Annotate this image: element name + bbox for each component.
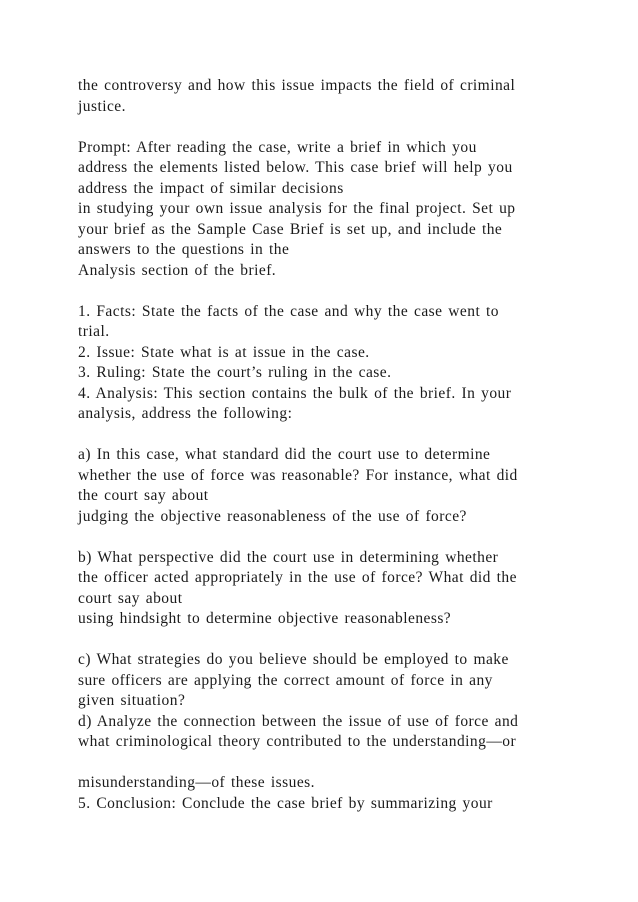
text-line: trial. xyxy=(78,323,110,340)
text-line: d) Analyze the connection between the issue of use of force and xyxy=(78,712,519,730)
blank-line xyxy=(78,281,568,302)
text-line: in studying your own issue analysis for the final project. Set up xyxy=(78,200,516,217)
text-line: Prompt: After reading the case, write a brief in which you xyxy=(78,138,477,156)
text-line: court say about xyxy=(78,589,183,607)
blank-line xyxy=(78,117,568,138)
text-line: 1. Facts: State the facts of the case and why the case went to xyxy=(78,302,499,320)
text-line: answers to the questions in the xyxy=(78,241,290,258)
text-line: what criminological theory contributed to the understanding—or xyxy=(78,733,517,750)
text-line: Analysis section of the brief. xyxy=(78,261,277,279)
text-line: given situation? xyxy=(78,692,186,709)
document-body xyxy=(78,76,568,814)
text-line: 3. Ruling: State the court’s ruling in the case. xyxy=(78,364,392,381)
blank-line xyxy=(78,527,568,548)
text-line: 5. Conclusion: Conclude the case brief by summarizing your xyxy=(78,794,493,812)
text-line: address the elements listed below. This case brief will help you xyxy=(78,159,513,176)
text-line: 4. Analysis: This section contains the bulk of the brief. In your xyxy=(78,384,512,402)
text-line: b) What perspective did the court use in determining whether xyxy=(78,548,499,566)
text-line: address the impact of similar decisions xyxy=(78,179,344,197)
text-line: c) What strategies do you believe should be employed to make xyxy=(78,651,509,668)
blank-line xyxy=(78,753,568,774)
text-line: the officer acted appropriately in the use of force? What did the xyxy=(78,569,517,586)
text-line: your brief as the Sample Case Brief is set up, and include the xyxy=(78,220,503,238)
text-line: analysis, address the following: xyxy=(78,405,293,422)
text-line: sure officers are applying the correct amount of force in any xyxy=(78,671,493,689)
text-line: whether the use of force was reasonable? For instance, what did xyxy=(78,466,518,484)
text-line: 2. Issue: State what is at issue in the case. xyxy=(78,343,370,361)
text-line: the controversy and how this issue impacts the field of criminal xyxy=(78,77,516,94)
text-line: justice. xyxy=(78,97,126,115)
blank-line xyxy=(78,630,568,651)
text-line: a) In this case, what standard did the court use to determine xyxy=(78,446,491,463)
text-line: using hindsight to determine objective reasonableness? xyxy=(78,610,452,627)
blank-line xyxy=(78,425,568,446)
text-line: the court say about xyxy=(78,487,209,504)
text-line: misunderstanding—of these issues. xyxy=(78,774,315,791)
text-line: judging the objective reasonableness of the use of force? xyxy=(78,507,467,525)
